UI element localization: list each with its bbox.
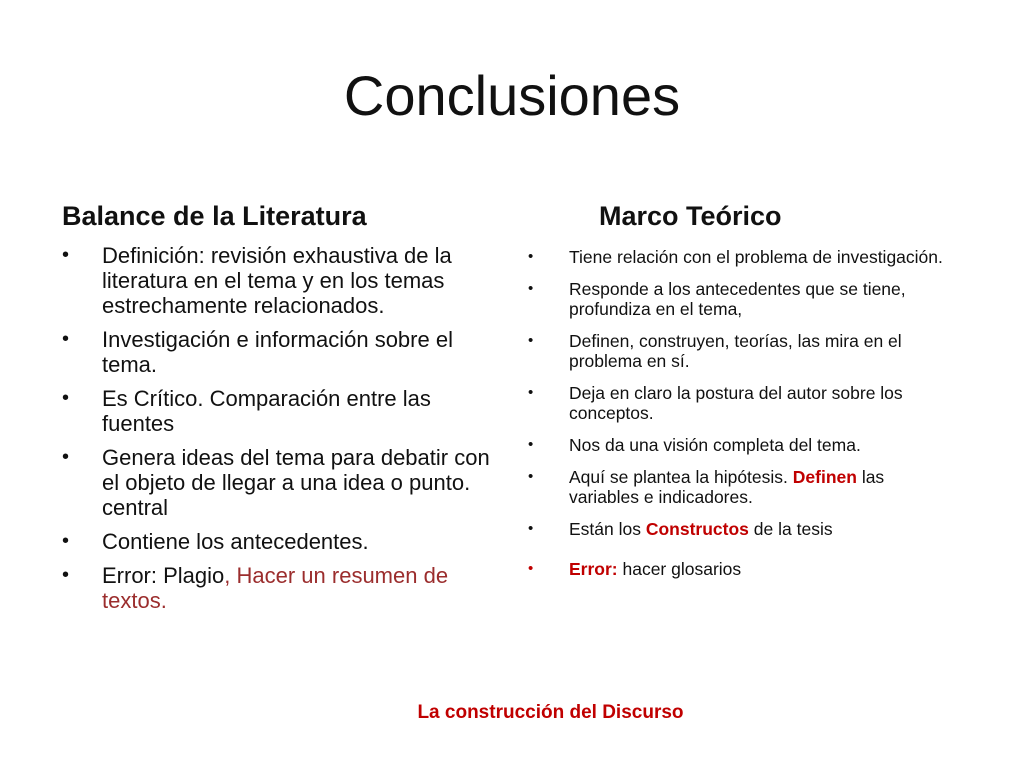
list-item-error xyxy=(528,559,948,579)
bullet-icon: • xyxy=(62,328,70,350)
right-bullet-list xyxy=(528,247,948,591)
error-label: Error: xyxy=(569,559,618,579)
slide-title: Conclusiones xyxy=(343,64,681,127)
list-item-text: Nos da una visión completa del tema. xyxy=(569,435,861,455)
list-item-text: Definición: revisión exhaustiva de la literatura en el tema y en los temas estrechamente relacionados. xyxy=(102,243,452,318)
list-item-text: Tiene relación con el problema de investigación. xyxy=(569,247,943,267)
list-item-text: Deja en claro la postura del autor sobre los conceptos. xyxy=(569,383,903,423)
hypothesis-text-before: Aquí se plantea la hipótesis. xyxy=(569,467,793,487)
bullet-icon: • xyxy=(528,280,534,297)
left-column-heading: Balance de la Literatura xyxy=(62,201,367,231)
bullet-icon: • xyxy=(62,564,70,586)
list-item xyxy=(528,279,948,319)
constructs-highlight: Constructos xyxy=(645,519,749,539)
list-item xyxy=(528,435,948,455)
list-item-text: Es Crítico. Comparación entre las fuentes xyxy=(102,386,431,436)
list-item xyxy=(528,247,948,267)
bullet-icon: • xyxy=(528,436,534,453)
bullet-icon: • xyxy=(62,387,70,409)
list-item xyxy=(528,331,948,371)
footer-text: La construcción del Discurso xyxy=(417,702,684,723)
left-bullet-list xyxy=(62,243,502,622)
constructs-text-after: de la tesis xyxy=(748,519,833,539)
bullet-icon: • xyxy=(528,560,534,577)
hypothesis-text-after: las variables e indicadores. xyxy=(569,467,885,507)
error-text: hacer glosarios xyxy=(617,559,742,579)
bullet-icon: • xyxy=(528,332,534,349)
list-item xyxy=(62,445,502,520)
list-item xyxy=(528,383,948,423)
hypothesis-highlight: Definen xyxy=(792,467,857,487)
list-item-text: Responde a los antecedentes que se tiene, profundiza en el tema, xyxy=(569,279,906,319)
list-item xyxy=(62,327,502,377)
bullet-icon: • xyxy=(528,520,534,537)
bullet-icon: • xyxy=(62,446,70,468)
bullet-icon: • xyxy=(62,530,70,552)
list-item-text: Definen, construyen, teorías, las mira en el problema en sí. xyxy=(569,331,902,371)
list-item-error xyxy=(62,563,502,613)
list-item xyxy=(62,386,502,436)
list-item-text: Genera ideas del tema para debatir con el objeto de llegar a una idea o punto. central xyxy=(102,445,490,520)
bullet-icon: • xyxy=(62,244,70,266)
bullet-icon: • xyxy=(528,468,534,485)
constructs-text-before: Están los xyxy=(569,519,646,539)
error-highlight-text: , Hacer un resumen de textos. xyxy=(102,563,449,613)
right-column-heading: Marco Teórico xyxy=(599,201,782,231)
error-prefix-text: Error: Plagio xyxy=(102,563,225,588)
list-item-text: Investigación e información sobre el tema. xyxy=(102,327,453,377)
list-item xyxy=(62,529,502,554)
list-item-text: Contiene los antecedentes. xyxy=(102,529,369,554)
list-item-constructs xyxy=(528,519,948,539)
list-item xyxy=(62,243,502,318)
list-item-hypothesis xyxy=(528,467,948,507)
bullet-icon: • xyxy=(528,384,534,401)
bullet-icon: • xyxy=(528,248,534,265)
